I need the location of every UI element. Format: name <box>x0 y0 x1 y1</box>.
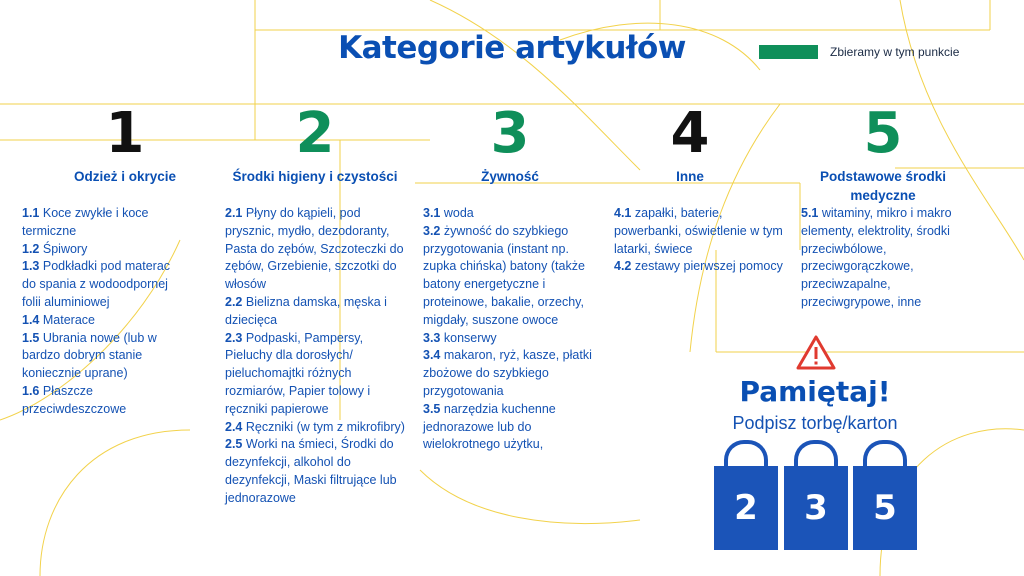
category-items-2 <box>225 205 407 508</box>
reminder-title: Pamiętaj! <box>739 375 891 408</box>
list-item: 3.4 makaron, ryż, kasze, płatki zbożowe do szybkiego przygotowania <box>423 348 592 398</box>
bag-number: 3 <box>784 466 848 550</box>
category-items-3 <box>423 205 605 454</box>
category-column-1 <box>30 101 220 186</box>
list-item: 2.5 Worki na śmieci, Środki do dezynfekcji, alkohol do dezynfekcji, Maski filtrujące lub jednorazowe <box>225 437 397 505</box>
category-items-4 <box>614 205 784 276</box>
category-number: 3 <box>490 101 530 166</box>
list-item: 4.2 zestawy pierwszej pomocy <box>614 259 783 274</box>
category-number: 4 <box>670 101 710 166</box>
list-item: 1.5 Ubrania nowe (lub w bardzo dobrym stanie koniecznie uprane) <box>22 330 157 381</box>
bag-number: 5 <box>853 466 917 550</box>
list-item: 2.1 Płyny do kąpieli, pod prysznic, mydło, dezodoranty, Pasta do zębów, Szczoteczki do zębów, Grzebienie, szczotki do włosów <box>225 206 404 292</box>
category-heading: Środki higieny i czystości <box>232 169 398 184</box>
list-item: 3.2 żywność do szybkiego przygotowania (instant np. zupka chińska) batony (także batony energetyczne i proteinowe, bakalie, orzechy, migdały, suszone owoce <box>423 223 585 327</box>
category-column-3 <box>420 101 600 186</box>
category-items-1 <box>22 205 182 419</box>
list-item: 5.1 witaminy, mikro i makro elementy, elektrolity, środki przeciwbólowe, przeciwgorączkowe, przeciwzapalne, przeciwgrypowe, inne <box>801 206 952 309</box>
category-column-4 <box>610 101 770 186</box>
list-item: 2.2 Bielizna damska, męska i dziecięca <box>225 294 387 327</box>
category-heading: Odzież i okrycie <box>73 169 177 184</box>
list-item: 2.3 Podpaski, Pampersy, Pieluchy dla dorosłych/ pieluchomajtki różnych rozmiarów, Papier tolowy i ręczniki papierowe <box>225 330 371 416</box>
legend-label: Zbieramy w tym punkcie <box>830 45 960 59</box>
warning-triangle-icon <box>795 334 837 372</box>
category-heading: Podstawowe środki medyczne <box>819 169 947 203</box>
category-column-5 <box>788 101 978 205</box>
list-item: 3.5 narzędzia kuchenne jednorazowe lub do wielokrotnego użytku, <box>423 401 556 452</box>
list-item: 1.3 Podkładki pod materac do spania z wodoodpornej folii aluminiowej <box>22 259 171 309</box>
shopping-bag-icon <box>714 440 778 550</box>
list-item: 1.2 Śpiwory <box>22 241 88 256</box>
list-item: 1.1 Koce zwykłe i koce termiczne <box>22 206 149 238</box>
category-items-5 <box>801 205 986 312</box>
category-number: 2 <box>295 101 335 166</box>
category-number: 5 <box>863 101 903 166</box>
shopping-bag-icon <box>853 440 917 550</box>
shopping-bag-icon <box>784 440 848 550</box>
category-number: 1 <box>105 101 145 166</box>
list-item: 4.1 zapałki, baterie, powerbanki, oświetlenie w tym latarki, świece <box>614 206 783 256</box>
page-title: Kategorie artykułów <box>338 30 686 66</box>
list-item: 3.3 konserwy <box>423 330 497 345</box>
legend <box>759 44 959 60</box>
category-heading: Inne <box>676 169 704 184</box>
list-item: 1.6 Płaszcze przeciwdeszczowe <box>22 383 127 416</box>
reminder-subtitle: Podpisz torbę/karton <box>732 413 898 433</box>
list-item: 2.4 Ręczniki (w tym z mikrofibry) <box>225 419 405 434</box>
bag-number: 2 <box>714 466 778 550</box>
legend-green-swatch <box>759 45 818 59</box>
list-item: 3.1 woda <box>423 206 474 220</box>
category-column-2 <box>215 101 415 186</box>
category-heading: Żywność <box>481 169 539 184</box>
list-item: 1.4 Materace <box>22 312 95 327</box>
